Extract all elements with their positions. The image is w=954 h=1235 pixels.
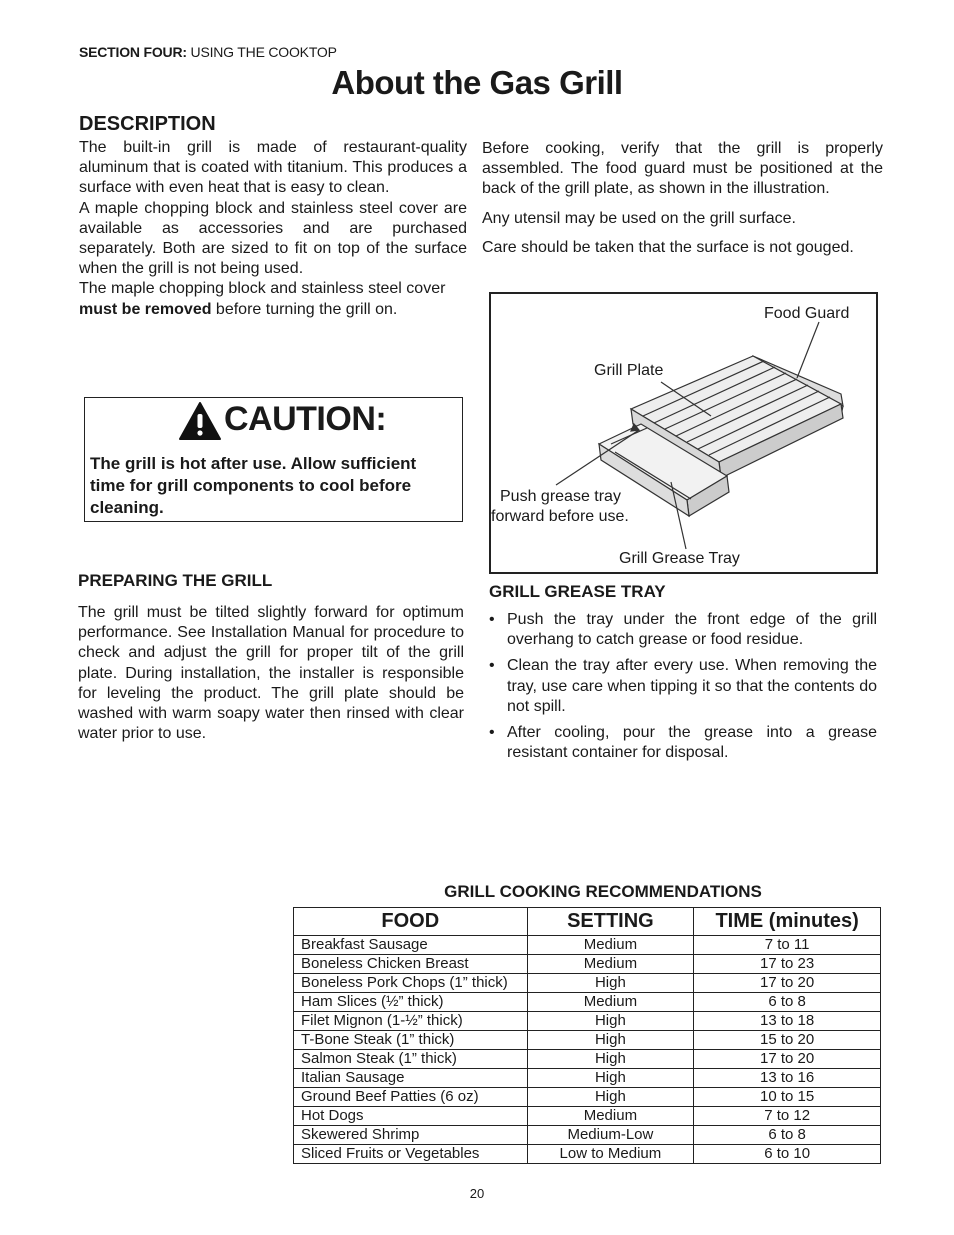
description-paragraph-3 bbox=[79, 279, 467, 319]
column-header-time: TIME (minutes) bbox=[694, 908, 881, 936]
cell-setting: High bbox=[527, 1069, 694, 1088]
description-paragraph-2: A maple chopping block and stainless steel cover are available as accessories and are purchased separately. Both are sized to fit on top of the surface when the grill is not being used. bbox=[79, 199, 467, 278]
section-name: USING THE COOKTOP bbox=[186, 44, 337, 60]
cell-time: 6 to 10 bbox=[694, 1145, 881, 1164]
cell-time: 17 to 23 bbox=[694, 955, 881, 974]
preparing-heading: PREPARING THE GRILL bbox=[78, 571, 273, 590]
recommendations-heading: GRILL COOKING RECOMMENDATIONS bbox=[444, 882, 762, 901]
cell-time: 13 to 16 bbox=[694, 1069, 881, 1088]
label-grease-tray: Grill Grease Tray bbox=[619, 550, 740, 567]
cell-food: Skewered Shrimp bbox=[294, 1126, 528, 1145]
description-p3-end: before turning the grill on. bbox=[211, 300, 398, 318]
table-row bbox=[294, 1088, 881, 1107]
assembly-intro bbox=[482, 139, 883, 258]
assembly-paragraph-1: Before cooking, verify that the grill is properly assembled. The food guard must be positioned at the back of the grill plate, as shown in the illustration. bbox=[482, 140, 883, 198]
caution-title: CAUTION: bbox=[224, 400, 387, 438]
cell-setting: Low to Medium bbox=[527, 1145, 694, 1164]
warning-icon bbox=[178, 401, 222, 441]
table-row bbox=[294, 936, 881, 955]
grease-tray-list bbox=[489, 610, 877, 769]
cell-food: Boneless Chicken Breast bbox=[294, 955, 528, 974]
cell-food: Italian Sausage bbox=[294, 1069, 528, 1088]
table-row bbox=[294, 1145, 881, 1164]
cell-setting: Medium bbox=[527, 955, 694, 974]
section-header bbox=[79, 44, 337, 60]
cell-setting: Medium bbox=[527, 1107, 694, 1126]
cell-time: 7 to 12 bbox=[694, 1107, 881, 1126]
description-body bbox=[79, 138, 467, 320]
grill-drawing bbox=[491, 294, 876, 572]
cell-food: Ham Slices (½” thick) bbox=[294, 993, 528, 1012]
table-row bbox=[294, 955, 881, 974]
recommendations-table bbox=[293, 907, 881, 1164]
cell-setting: High bbox=[527, 1088, 694, 1107]
cell-time: 6 to 8 bbox=[694, 1126, 881, 1145]
caution-text: The grill is hot after use. Allow sufficient time for grill components to cool before cleaning. bbox=[90, 454, 417, 517]
description-heading: DESCRIPTION bbox=[79, 113, 216, 135]
cell-setting: Medium-Low bbox=[527, 1126, 694, 1145]
table-row bbox=[294, 1012, 881, 1031]
table-body bbox=[294, 936, 881, 1164]
cell-food: Hot Dogs bbox=[294, 1107, 528, 1126]
table-row bbox=[294, 1069, 881, 1088]
label-food-guard: Food Guard bbox=[764, 305, 850, 322]
section-label: SECTION FOUR: bbox=[79, 44, 187, 60]
cell-setting: High bbox=[527, 1012, 694, 1031]
table-row bbox=[294, 1107, 881, 1126]
cell-setting: High bbox=[527, 1031, 694, 1050]
page-title: About the Gas Grill bbox=[331, 64, 623, 101]
label-push-tray-2: forward before use. bbox=[491, 508, 629, 525]
cell-food: Sliced Fruits or Vegetables bbox=[294, 1145, 528, 1164]
cell-time: 6 to 8 bbox=[694, 993, 881, 1012]
grill-illustration bbox=[489, 292, 878, 574]
cell-setting: High bbox=[527, 974, 694, 993]
list-item: • Push the tray under the front edge of the grill overhang to catch grease or food residue. bbox=[489, 610, 877, 650]
cell-setting: Medium bbox=[527, 993, 694, 1012]
cell-time: 10 to 15 bbox=[694, 1088, 881, 1107]
preparing-text: The grill must be tilted slightly forward for optimum performance. See Installation Manual for procedure to check and adjust the grill for proper tilt of the grill plate. During installation, the installer is responsible for leveling the product. The grill plate should be washed with warm soapy water then rinsed with clear water prior to use. bbox=[78, 604, 464, 743]
cell-time: 17 to 20 bbox=[694, 1050, 881, 1069]
description-p3-start: The maple chopping block and stainless steel cover bbox=[79, 280, 446, 298]
label-push-tray-1: Push grease tray bbox=[500, 488, 621, 505]
table-row bbox=[294, 974, 881, 993]
list-item: • Clean the tray after every use. When removing the tray, use care when tipping it so that the contents do not spill. bbox=[489, 656, 877, 717]
page-number: 20 bbox=[469, 1186, 485, 1201]
cell-time: 7 to 11 bbox=[694, 936, 881, 955]
cell-time: 17 to 20 bbox=[694, 974, 881, 993]
list-item: • After cooling, pour the grease into a grease resistant container for disposal. bbox=[489, 723, 877, 763]
label-grill-plate: Grill Plate bbox=[594, 362, 664, 379]
grease-tray-heading: GRILL GREASE TRAY bbox=[489, 582, 666, 601]
description-paragraph-1: The built-in grill is made of restaurant-quality aluminum that is coated with titanium. This produces a surface with even heat that is easy to clean. bbox=[79, 139, 467, 197]
assembly-paragraph-2: Any utensil may be used on the grill surface. bbox=[482, 209, 796, 227]
cell-food: Breakfast Sausage bbox=[294, 936, 528, 955]
table-row bbox=[294, 1031, 881, 1050]
table-header-row bbox=[294, 908, 881, 936]
cell-food: Boneless Pork Chops (1” thick) bbox=[294, 974, 528, 993]
column-header-setting: SETTING bbox=[527, 908, 694, 936]
cell-time: 15 to 20 bbox=[694, 1031, 881, 1050]
caution-box bbox=[84, 397, 463, 522]
cell-food: Salmon Steak (1” thick) bbox=[294, 1050, 528, 1069]
cell-food: Filet Mignon (1-½” thick) bbox=[294, 1012, 528, 1031]
column-header-food: FOOD bbox=[294, 908, 528, 936]
cell-food: Ground Beef Patties (6 oz) bbox=[294, 1088, 528, 1107]
cell-setting: High bbox=[527, 1050, 694, 1069]
cell-time: 13 to 18 bbox=[694, 1012, 881, 1031]
cell-setting: Medium bbox=[527, 936, 694, 955]
table-row bbox=[294, 1050, 881, 1069]
cell-food: T-Bone Steak (1” thick) bbox=[294, 1031, 528, 1050]
table-row bbox=[294, 1126, 881, 1145]
assembly-paragraph-3: Care should be taken that the surface is not gouged. bbox=[482, 238, 854, 256]
table-row bbox=[294, 993, 881, 1012]
description-p3-bold: must be removed bbox=[79, 300, 212, 318]
